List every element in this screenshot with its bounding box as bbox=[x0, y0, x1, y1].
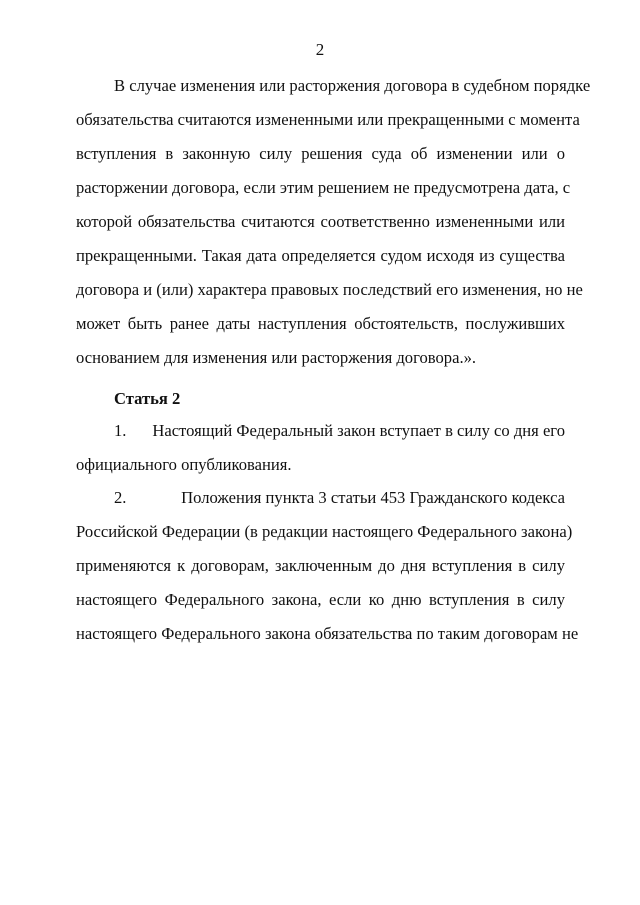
paragraph-line: вступления в законную силу решения суда об изменении или о bbox=[76, 144, 565, 163]
paragraph-line: настоящего Федерального закона, если ко дню вступления в силу bbox=[76, 590, 565, 609]
paragraph-line: прекращенными. Такая дата определяется судом исходя из существа bbox=[76, 246, 565, 265]
paragraph-line: обязательства считаются измененными или прекращенными с момента bbox=[76, 110, 580, 129]
paragraph-line: применяются к договорам, заключенным до дня вступления в силу bbox=[76, 556, 565, 575]
paragraph-line: расторжении договора, если этим решением не предусмотрена дата, с bbox=[76, 178, 571, 197]
paragraph-line: которой обязательства считаются соответственно измененными или bbox=[76, 212, 565, 231]
paragraph-line bbox=[76, 69, 591, 103]
list-item-number: 1. bbox=[114, 421, 127, 440]
page-number: 2 bbox=[315, 40, 325, 59]
line-text: Настоящий Федеральный закон вступает в силу со дня его bbox=[152, 421, 565, 440]
paragraph-1 bbox=[76, 69, 591, 375]
paragraph-line: официального опубликования. bbox=[76, 455, 292, 474]
line-text: В случае изменения или расторжения договора в судебном порядке bbox=[114, 76, 591, 95]
paragraph-line: основанием для изменения или расторжения договора.». bbox=[76, 348, 477, 367]
paragraph-line: может быть ранее даты наступления обстоятельств, послуживших bbox=[76, 314, 565, 333]
list-item-1 bbox=[76, 414, 565, 482]
list-item-first-line bbox=[76, 414, 565, 448]
list-item-2 bbox=[76, 481, 579, 651]
line-text: Положения пункта 3 статьи 453 Гражданского кодекса bbox=[181, 488, 565, 507]
paragraph-line: Российской Федерации (в редакции настоящего Федерального закона) bbox=[76, 522, 573, 541]
article-heading: Статья 2 bbox=[114, 389, 181, 408]
paragraph-line: настоящего Федерального закона обязательства по таким договорам не bbox=[76, 624, 579, 643]
list-item-first-line bbox=[76, 481, 565, 515]
paragraph-line: договора и (или) характера правовых последствий его изменения, но не bbox=[76, 280, 583, 299]
list-item-number: 2. bbox=[114, 488, 127, 507]
